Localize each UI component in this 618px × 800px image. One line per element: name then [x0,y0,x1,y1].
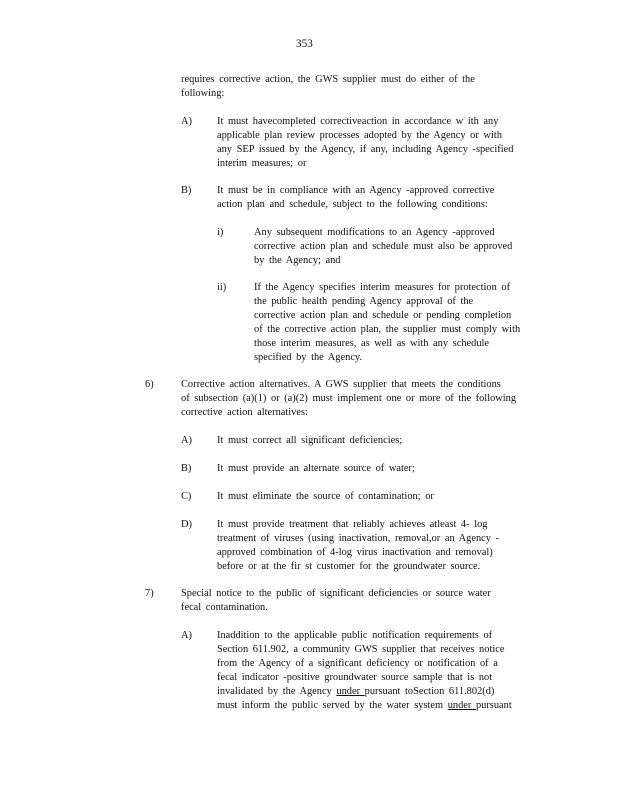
text-line: It must be in compliance with an Agency -approved corrective [217,185,495,196]
item-label-c: C) [181,491,192,502]
text-line: Inaddition to the applicable public notification requirements of [217,630,493,641]
text-line: Section 611.902, a community GWS supplier that receives notice [217,643,505,655]
underlined-text: under [336,685,365,697]
text-line: Any subsequent modifications to an Agency -approved [254,227,495,238]
item-label-a: A) [181,630,192,641]
item-d-paragraph [217,518,529,574]
text-line: approved combination of 4-log virus inactivation and removal) [217,546,493,558]
text-line [217,685,531,699]
item-label-a: A) [181,435,192,446]
section-6-paragraph [181,378,537,420]
text-line: fecal contamination. [181,601,268,613]
text-line: applicable plan review processes adopted by the Agency or with [217,129,502,141]
item-label-d: D) [181,519,192,530]
page-number: 353 [296,38,313,50]
text-line: those interim measures, as well as with any schedule [254,337,490,349]
text-line: before or at the fir st customer for the groundwater source. [217,560,481,572]
text-segment: invalidated by the Agency [217,685,337,697]
text-line: any SEP issued by the Agency, if any, including Agency -specified [217,143,514,155]
text-line: It must provide an alternate source of water; [217,463,415,474]
intro-paragraph [181,73,499,101]
item-a-paragraph [217,434,529,448]
text-line: corrective action alternatives: [181,406,308,418]
text-line: following: [181,87,225,99]
text-line: of subsection (a)(1) or (a)(2) must implement one or more of the following [181,392,517,404]
item-a-paragraph [217,629,531,712]
text-line: corrective action plan and schedule or pending completion [254,309,512,321]
section-label-6: 6) [145,379,154,390]
item-label-i: i) [217,227,224,238]
item-b-paragraph [217,462,529,476]
item-c-paragraph [217,490,529,504]
text-line: If the Agency specifies interim measures for protection of [254,282,511,293]
text-line: action plan and schedule, subject to the following conditions: [217,198,488,210]
text-line: the public health pending Agency approval of the [254,295,474,307]
text-line: by the Agency; and [254,254,341,266]
text-line: specified by the Agency. [254,351,363,363]
item-b-paragraph [217,184,529,212]
item-ii-paragraph [254,281,542,364]
item-a-paragraph [217,115,529,171]
item-label-b: B) [181,185,192,196]
text-line [217,699,531,713]
text-line: interim measures; or [217,157,307,169]
item-label-b: B) [181,463,192,474]
item-label-a: A) [181,116,192,127]
text-line: It must provide treatment that reliably achieves atleast 4- log [217,519,488,530]
text-line: fecal indicator -positive groundwater source sample that is not [217,671,493,683]
text-line: corrective action plan and schedule must also be approved [254,240,513,252]
text-line: of the corrective action plan, the supplier must comply with [254,323,521,335]
text-segment: must inform the public served by the water system [217,699,448,711]
item-i-paragraph [254,226,536,268]
underlined-text: under [447,699,476,711]
text-line: Corrective action alternatives. A GWS supplier that meets the conditions [181,379,501,390]
text-line: treatment of viruses (using inactivation, removal,or an Agency - [217,532,500,544]
section-label-7: 7) [145,588,154,599]
text-line: It must eliminate the source of contamination; or [217,491,434,502]
text-line: Special notice to the public of significant deficiencies or source water [181,588,491,599]
section-7-paragraph [181,587,517,615]
text-line: from the Agency of a significant deficiency or notification of a [217,657,498,669]
text-segment: pursuant [475,699,512,711]
text-segment: pursuant toSection 611.802(d) [364,685,495,697]
text-line: It must correct all significant deficiencies; [217,435,403,446]
text-line: requires corrective action, the GWS supplier must do either of the [181,74,475,85]
item-label-ii: ii) [217,282,227,293]
text-line: It must havecompleted correctiveaction in accordance w ith any [217,116,499,127]
